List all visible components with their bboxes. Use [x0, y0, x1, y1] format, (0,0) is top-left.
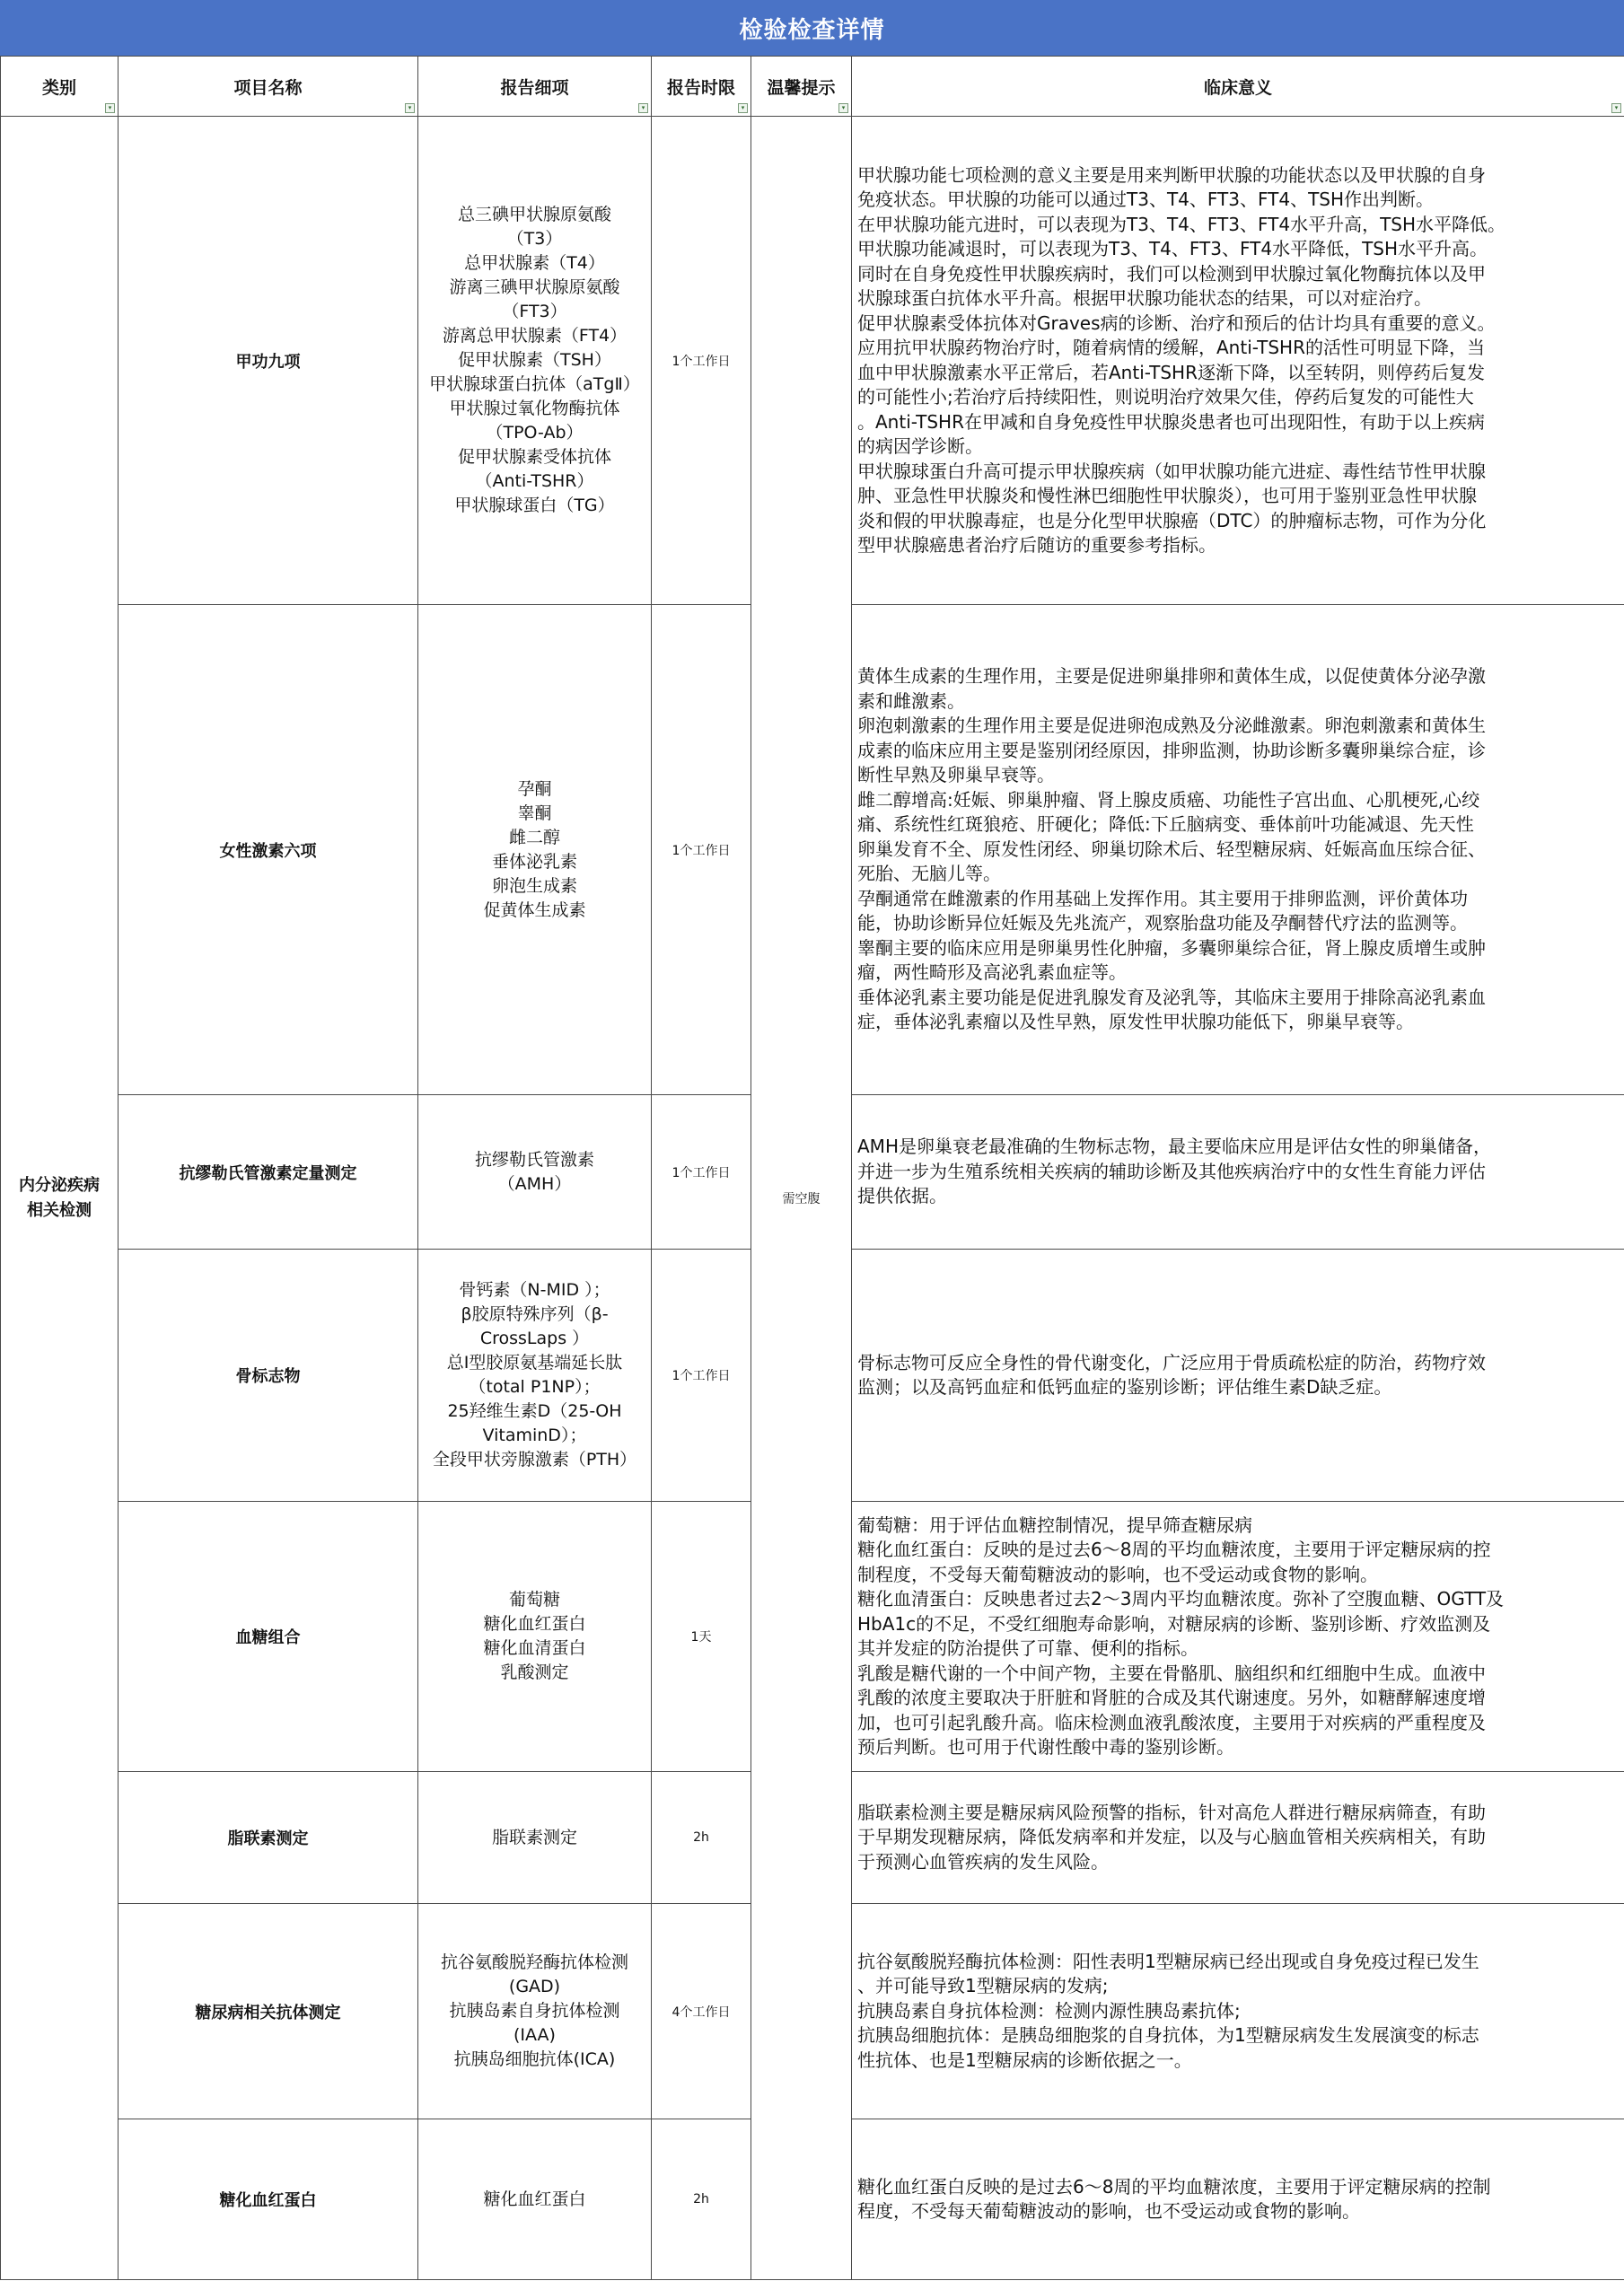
header-tip: 温馨提示 ▾ — [751, 57, 852, 117]
report-time-cell: 4个工作日 — [652, 1904, 751, 2119]
clinical-meaning-line: 糖化血红蛋白：反映的是过去6～8周的平均血糖浓度，主要用于评定糖尿病的控 — [857, 1539, 1491, 1560]
clinical-meaning-line: 抗谷氨酸脱羟酶抗体检测：阳性表明1型糖尿病已经出现或自身免疫过程已发生 — [857, 1950, 1479, 1972]
report-item-line: （T3） — [506, 229, 563, 249]
clinical-meaning-line: 促甲状腺素受体抗体对Graves病的诊断、治疗和预后的估计均具有重要的意义。 — [857, 311, 1496, 334]
report-item-line: 游离三碘甲状腺原氨酸 — [449, 277, 620, 297]
report-item-line: 抗谷氨酸脱羟酶抗体检测 — [440, 1952, 628, 1972]
clinical-meaning-line: 应用抗甲状腺药物治疗时，随着病情的缓解，Anti-TSHR的活性可明显下降，当 — [857, 337, 1485, 358]
clinical-meaning-line: 葡萄糖：用于评估血糖控制情况，提早筛查糖尿病 — [857, 1513, 1252, 1536]
report-time-cell: 1个工作日 — [652, 1095, 751, 1250]
tip-cell: 需空腹 — [751, 117, 852, 2280]
report-item-line: 糖化血红蛋白 — [483, 1614, 586, 1634]
filter-dropdown-icon[interactable]: ▾ — [105, 103, 115, 113]
report-items-cell — [418, 1095, 652, 1250]
clinical-meaning-line: 免疫状态。甲状腺的功能可以通过T3、T4、FT3、FT4、TSH作出判断。 — [857, 189, 1435, 210]
clinical-meaning-line: 断性早熟及卵巢早衰等。 — [857, 764, 1055, 786]
clinical-meaning-line: 抗胰岛细胞抗体：是胰岛细胞浆的自身抗体，为1型糖尿病发生发展演变的标志 — [857, 2024, 1479, 2047]
item-name-cell: 抗缪勒氏管激素定量测定 — [119, 1095, 418, 1250]
report-item-line: （total P1NP）； — [469, 1377, 601, 1397]
clinical-meaning-cell — [852, 1904, 1624, 2119]
filter-dropdown-icon[interactable]: ▾ — [738, 103, 748, 113]
clinical-meaning-line: 加，也可引起乳酸升高。临床检测血液乳酸浓度，主要用于对疾病的严重程度及 — [857, 1711, 1486, 1733]
clinical-meaning-line: 预后判断。也可用于代谢性酸中毒的鉴别诊断。 — [857, 1736, 1234, 1758]
report-item-line: 抗胰岛素自身抗体检测 — [449, 2001, 620, 2021]
report-item-line: 垂体泌乳素 — [491, 851, 577, 872]
report-items-cell — [418, 1772, 652, 1904]
clinical-meaning-line: 成素的临床应用主要是鉴别闭经原因，排卵监测，协助诊断多囊卵巢综合症，诊 — [857, 739, 1486, 761]
clinical-meaning-line: HbA1c的不足，不受红细胞寿命影响，对糖尿病的诊断、鉴别诊断、疗效监测及 — [857, 1612, 1491, 1635]
clinical-meaning-cell — [852, 117, 1624, 605]
clinical-meaning-cell — [852, 605, 1624, 1095]
clinical-meaning-line: 能，协助诊断异位妊娠及先兆流产，观察胎盘功能及孕酮替代疗法的监测等。 — [857, 912, 1468, 934]
report-time-cell: 1天 — [652, 1502, 751, 1772]
header-item-name: 项目名称 ▾ — [119, 57, 418, 117]
report-time-cell: 2h — [652, 1772, 751, 1904]
report-item-line: 孕酮 — [517, 778, 552, 799]
filter-dropdown-icon[interactable]: ▾ — [1611, 103, 1621, 113]
item-name-cell: 女性激素六项 — [119, 605, 418, 1095]
report-item-line: （Anti-TSHR） — [475, 471, 594, 491]
clinical-meaning-line: 肿、亚急性甲状腺炎和慢性淋巴细胞性甲状腺炎），也可用于鉴别亚急性甲状腺 — [857, 485, 1477, 506]
clinical-meaning-line: 瘤，两性畸形及高泌乳素血症等。 — [857, 961, 1127, 984]
clinical-meaning-line: 。Anti-TSHR在甲减和自身免疫性甲状腺炎患者也可出现阳性，有助于以上疾病 — [857, 410, 1485, 433]
report-time-cell: 1个工作日 — [652, 605, 751, 1095]
report-item-line: 葡萄糖 — [508, 1590, 560, 1610]
report-item-line: (IAA) — [514, 2025, 556, 2045]
clinical-meaning-line: 死胎、无脑儿等。 — [857, 863, 1001, 885]
report-time-cell: 1个工作日 — [652, 117, 751, 605]
report-items-cell — [418, 2119, 652, 2280]
clinical-meaning-line: 于预测心血管疾病的发生风险。 — [857, 1850, 1109, 1873]
clinical-meaning-line: 乳酸的浓度主要取决于肝脏和肾脏的合成及其代谢速度。另外，如糖酵解速度增 — [857, 1687, 1486, 1708]
clinical-meaning-line: 的病因学诊断。 — [857, 435, 983, 457]
report-item-line: 25羟维生素D（25-OH — [447, 1401, 622, 1421]
filter-dropdown-icon[interactable]: ▾ — [405, 103, 415, 113]
report-item-line: （AMH） — [497, 1173, 572, 1194]
report-item-line: β胶原特殊序列（β- — [461, 1304, 609, 1324]
clinical-meaning-line: 孕酮通常在雌激素的作用基础上发挥作用。其主要用于排卵监测，评价黄体功 — [857, 887, 1468, 909]
report-item-line: 睾酮 — [517, 803, 552, 823]
clinical-meaning-line: 的可能性小;若治疗后持续阳性，则说明治疗效果欠佳，停药后复发的可能性大 — [857, 386, 1474, 408]
clinical-meaning-line: 并进一步为生殖系统相关疾病的辅助诊断及其他疾病治疗中的女性生育能力评估 — [857, 1160, 1486, 1182]
filter-dropdown-icon[interactable]: ▾ — [638, 103, 648, 113]
clinical-meaning-cell — [852, 1772, 1624, 1904]
item-name-cell: 血糖组合 — [119, 1502, 418, 1772]
report-item-line: 促甲状腺素受体抗体 — [457, 447, 611, 467]
report-item-line: 雌二醇 — [508, 827, 560, 847]
report-item-line: 游离总甲状腺素（FT4） — [442, 326, 628, 346]
report-item-line: 总三碘甲状腺原氨酸 — [457, 205, 611, 224]
report-item-line: 总I型胶原氨基端延长肽 — [446, 1353, 623, 1373]
clinical-meaning-line: 糖化血清蛋白：反映患者过去2～3周内平均血糖浓度。弥补了空腹血糖、OGTT及 — [857, 1588, 1505, 1610]
clinical-meaning-line: 痛、系统性红斑狼疮、肝硬化；降低:下丘脑病变、垂体前叶功能减退、先天性 — [857, 813, 1474, 836]
clinical-meaning-line: 糖化血红蛋白反映的是过去6～8周的平均血糖浓度，主要用于评定糖尿病的控制 — [857, 2175, 1491, 2198]
header-report-time: 报告时限 ▾ — [652, 57, 751, 117]
clinical-meaning-line: 在甲状腺功能亢进时，可以表现为T3、T4、FT3、FT4水平升高，TSH水平降低。 — [857, 213, 1506, 235]
header-row — [1, 57, 1624, 117]
clinical-meaning-line: 素和雌激素。 — [857, 689, 965, 712]
report-item-line: 脂联素测定 — [491, 1827, 577, 1847]
clinical-meaning-line: 于早期发现糖尿病，降低发病率和并发症，以及与心脑血管相关疾病相关，有助 — [857, 1826, 1486, 1848]
category-cell — [1, 117, 119, 2280]
item-name-cell: 甲功九项 — [119, 117, 418, 605]
clinical-meaning-line: 性抗体、也是1型糖尿病的诊断依据之一。 — [857, 2049, 1192, 2071]
report-items-cell — [418, 1502, 652, 1772]
exam-table — [0, 56, 1624, 2280]
report-item-line: 促甲状腺素（TSH） — [458, 350, 611, 370]
item-name-cell: 糖尿病相关抗体测定 — [119, 1904, 418, 2119]
clinical-meaning-cell — [852, 1095, 1624, 1250]
category-line: 内分泌疾病 — [19, 1175, 100, 1195]
page-title: 检验检查详情 — [0, 0, 1624, 56]
report-item-line: 甲状腺球蛋白抗体（aTgⅡ） — [429, 374, 640, 394]
filter-dropdown-icon[interactable]: ▾ — [838, 103, 848, 113]
header-clinical-meaning: 临床意义 ▾ — [852, 57, 1624, 117]
clinical-meaning-line: AMH是卵巢衰老最准确的生物标志物，最主要临床应用是评估女性的卵巢储备， — [857, 1136, 1491, 1158]
report-item-line: 全段甲状旁腺激素（PTH） — [432, 1450, 637, 1469]
report-items-cell — [418, 1250, 652, 1502]
clinical-meaning-line: 型甲状腺癌患者治疗后随访的重要参考指标。 — [857, 534, 1216, 556]
clinical-meaning-line: 甲状腺功能七项检测的意义主要是用来判断甲状腺的功能状态以及甲状腺的自身 — [857, 163, 1486, 186]
table-row — [1, 117, 1624, 605]
clinical-meaning-line: 乳酸是糖代谢的一个中间产物，主要在骨骼肌、脑组织和红细胞中生成。血液中 — [857, 1662, 1486, 1684]
report-item-line: 糖化血红蛋白 — [483, 2189, 586, 2209]
item-name-cell: 糖化血红蛋白 — [119, 2119, 418, 2280]
header-report-items: 报告细项 ▾ — [418, 57, 652, 117]
item-name-cell: 脂联素测定 — [119, 1772, 418, 1904]
report-time-cell: 2h — [652, 2119, 751, 2280]
clinical-meaning-line: 监测；以及高钙血症和低钙血症的鉴别诊断；评估维生素D缺乏症。 — [857, 1376, 1392, 1398]
category-line: 相关检测 — [27, 1200, 92, 1220]
clinical-meaning-line: 卵泡刺激素的生理作用主要是促进卵泡成熟及分泌雌激素。卵泡刺激素和黄体生 — [857, 715, 1486, 737]
report-item-line: CrossLaps ） — [479, 1329, 590, 1348]
report-item-line: 骨钙素（N-MID ）； — [459, 1280, 610, 1300]
clinical-meaning-line: 黄体生成素的生理作用，主要是促进卵巢排卵和黄体生成，以促使黄体分泌孕激 — [857, 665, 1486, 688]
clinical-meaning-cell — [852, 2119, 1624, 2280]
clinical-meaning-line: 提供依据。 — [857, 1185, 947, 1207]
clinical-meaning-line: 其并发症的防治提供了可靠、便利的指标。 — [857, 1637, 1198, 1659]
report-time-cell: 1个工作日 — [652, 1250, 751, 1502]
item-name-cell: 骨标志物 — [119, 1250, 418, 1502]
clinical-meaning-line: 甲状腺球蛋白升高可提示甲状腺疾病（如甲状腺功能亢进症、毒性结节性甲状腺 — [857, 460, 1486, 482]
report-item-line: 抗缪勒氏管激素 — [474, 1149, 594, 1170]
report-items-cell — [418, 605, 652, 1095]
report-item-line: 糖化血清蛋白 — [483, 1638, 586, 1658]
clinical-meaning-line: 同时在自身免疫性甲状腺疾病时，我们可以检测到甲状腺过氧化物酶抗体以及甲 — [857, 262, 1486, 285]
report-item-line: 总甲状腺素（T4） — [464, 253, 605, 273]
clinical-meaning-line: 血中甲状腺激素水平正常后，若Anti-TSHR逐渐下降，以至转阴，则停药后复发 — [857, 361, 1485, 383]
report-items-cell — [418, 117, 652, 605]
report-item-line: （TPO-Ab） — [486, 423, 584, 443]
clinical-meaning-line: 症，垂体泌乳素瘤以及性早熟，原发性甲状腺功能低下，卵巢早衰等。 — [857, 1011, 1414, 1033]
report-item-line: 乳酸测定 — [500, 1662, 569, 1682]
report-item-line: 甲状腺过氧化物酶抗体 — [449, 399, 620, 418]
clinical-meaning-line: 垂体泌乳素主要功能是促进乳腺发育及泌乳等，其临床主要用于排除高泌乳素血 — [857, 986, 1486, 1008]
header-category: 类别 ▾ — [1, 57, 119, 117]
report-item-line: VitaminD）； — [482, 1426, 587, 1445]
report-item-line: 卵泡生成素 — [491, 875, 577, 896]
report-items-cell — [418, 1904, 652, 2119]
clinical-meaning-line: 甲状腺功能减退时，可以表现为T3、T4、FT3、FT4水平降低，TSH水平升高。 — [857, 238, 1488, 259]
clinical-meaning-line: 睾酮主要的临床应用是卵巢男性化肿瘤，多囊卵巢综合征，肾上腺皮质增生或肿 — [857, 936, 1486, 959]
clinical-meaning-line: 抗胰岛素自身抗体检测：检测内源性胰岛素抗体; — [857, 1999, 1241, 2022]
clinical-meaning-line: 程度，不受每天葡萄糖波动的影响，也不受运动或食物的影响。 — [857, 2200, 1360, 2222]
clinical-meaning-line: 骨标志物可反应全身性的骨代谢变化，广泛应用于骨质疏松症的防治，药物疗效 — [857, 1351, 1486, 1373]
clinical-meaning-line: 、并可能导致1型糖尿病的发病; — [857, 1975, 1109, 1997]
report-item-line: (GAD) — [508, 1977, 561, 1996]
clinical-meaning-cell — [852, 1502, 1624, 1772]
report-item-line: 促黄体生成素 — [483, 899, 586, 920]
clinical-meaning-line: 制程度，不受每天葡萄糖波动的影响，也不受运动或食物的影响。 — [857, 1563, 1378, 1585]
report-item-line: （FT3） — [502, 302, 567, 321]
report-item-line: 抗胰岛细胞抗体(ICA) — [453, 2049, 616, 2069]
report-item-line: 甲状腺球蛋白（TG） — [454, 496, 615, 515]
clinical-meaning-cell — [852, 1250, 1624, 1502]
clinical-meaning-line: 状腺球蛋白抗体水平升高。根据甲状腺功能状态的结果，可以对症治疗。 — [857, 287, 1432, 309]
clinical-meaning-line: 脂联素检测主要是糖尿病风险预警的指标，针对高危人群进行糖尿病筛查，有助 — [857, 1801, 1486, 1823]
clinical-meaning-line: 卵巢发育不全、原发性闭经、卵巢切除术后、轻型糖尿病、妊娠高血压综合征、 — [857, 838, 1486, 860]
clinical-meaning-line: 雌二醇增高:妊娠、卵巢肿瘤、肾上腺皮质癌、功能性子宫出血、心肌梗死,心绞 — [857, 788, 1480, 811]
clinical-meaning-line: 炎和假的甲状腺毒症，也是分化型甲状腺癌（DTC）的肿瘤标志物，可作为分化 — [857, 509, 1487, 531]
